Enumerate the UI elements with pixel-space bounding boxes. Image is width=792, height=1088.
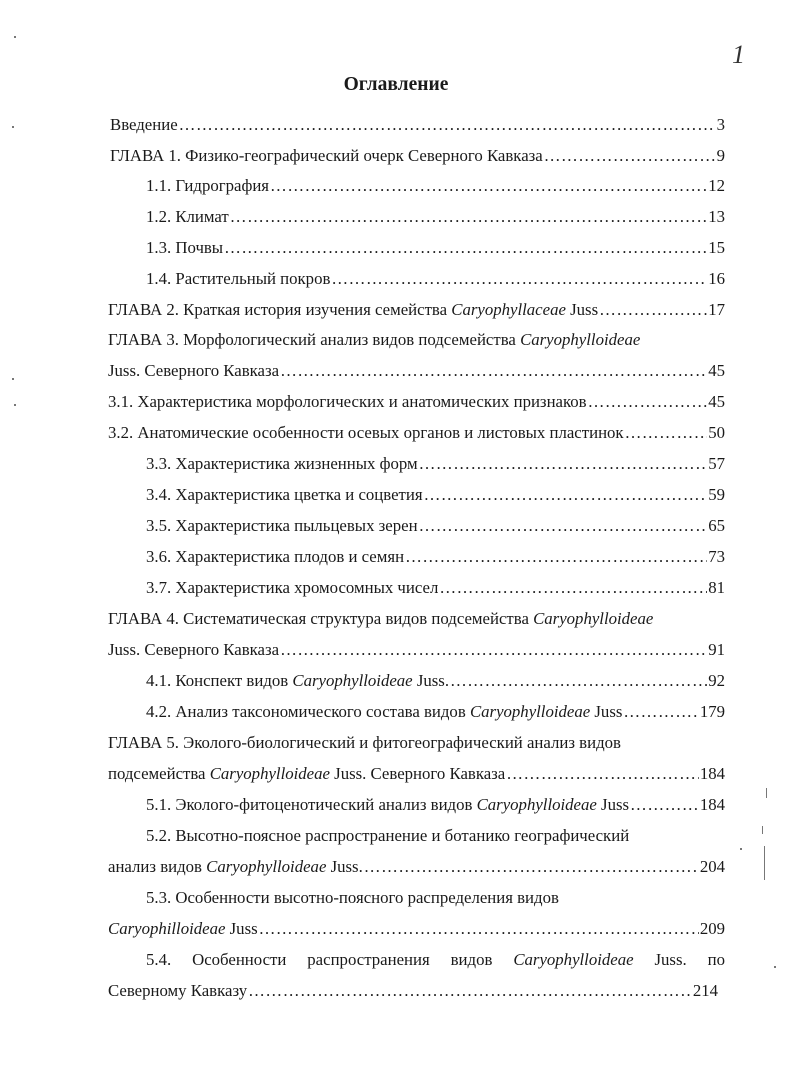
toc-entry-chapter-4-line-1: ГЛАВА 4. Систематическая структура видов подсемейства Caryophylloideae [108, 609, 654, 628]
toc-entry-chapter-3-line-1: ГЛАВА 3. Морфологический анализ видов подсемейства Caryophylloideae [108, 330, 641, 349]
toc-page: 81 [708, 578, 725, 597]
toc-page: 65 [708, 516, 725, 535]
toc-label: 1.1. Гидрография [146, 176, 270, 195]
leader-dots [623, 700, 698, 724]
toc-entry-3-5 [146, 514, 725, 538]
toc-label: 4.2. Анализ таксономического состава видов Caryophylloideae Juss [146, 702, 623, 721]
toc-entry-1-1 [146, 174, 725, 198]
toc-page: 15 [708, 238, 725, 257]
toc-entry-chapter-2 [108, 298, 725, 322]
leader-dots [419, 514, 708, 538]
toc-page: 214 [692, 981, 718, 1000]
toc-label: 3.5. Характеристика пыльцевых зерен [146, 516, 418, 535]
toc-page: 184 [699, 795, 725, 814]
toc-entry-4-2 [146, 700, 725, 724]
toc-label: Caryophilloideae Juss [108, 919, 258, 938]
scan-mark [762, 826, 763, 834]
toc-entry-5-1 [146, 793, 725, 817]
toc-label: ГЛАВА 2. Краткая история изучения семейства Caryophyllaceae Juss [108, 300, 599, 319]
leader-dots [331, 267, 707, 291]
toc-label: 3.3. Характеристика жизненных форм [146, 454, 418, 473]
leader-dots [270, 174, 707, 198]
toc-entry-1-4 [146, 267, 725, 291]
toc-entry-1-3 [146, 236, 725, 260]
leader-dots [179, 113, 716, 137]
page-number: 1 [732, 40, 745, 69]
toc-entry-1-2 [146, 205, 725, 229]
leader-dots [224, 236, 707, 260]
toc-page: 13 [708, 207, 725, 226]
toc-page: 3 [716, 115, 725, 134]
toc-entry-5-4-line-1: 5.4. Особенности распространения видов Caryophylloideae Juss. по [146, 950, 725, 969]
leader-dots [419, 452, 708, 476]
leader-dots [439, 576, 707, 600]
toc-page: 179 [699, 702, 725, 721]
leader-dots [506, 762, 699, 786]
toc-page: 17 [708, 300, 725, 319]
toc-entry-5-3-line-2 [108, 917, 725, 941]
toc-entry-chapter-5-line-2 [108, 762, 725, 786]
toc-entry-chapter-4-line-2 [108, 638, 725, 662]
toc-page: 12 [708, 176, 725, 195]
toc-page: 59 [708, 485, 725, 504]
toc-page: 204 [699, 857, 725, 876]
leader-dots [230, 205, 707, 229]
toc-entry-3-3 [146, 452, 725, 476]
toc-label: 1.3. Почвы [146, 238, 224, 257]
scan-speck [774, 966, 776, 968]
leader-dots [599, 298, 707, 322]
toc-page: 9 [716, 146, 725, 165]
leader-dots [364, 855, 699, 879]
scan-speck [14, 404, 16, 406]
leader-dots [625, 421, 708, 445]
leader-dots [450, 669, 707, 693]
toc-entry-chapter-1 [110, 144, 725, 168]
toc-entry-chapter-3-line-2 [108, 359, 725, 383]
toc-entry-5-4-line-2 [108, 979, 718, 1003]
scan-speck [740, 848, 742, 850]
toc-label: 3.1. Характеристика морфологических и анатомических признаков [108, 392, 587, 411]
toc-label: 1.2. Климат [146, 207, 229, 226]
toc-page: 184 [699, 764, 725, 783]
toc-entry-5-2-line-2 [108, 855, 725, 879]
toc-label: 5.1. Эколого-фитоценотический анализ видов Caryophylloideae Juss [146, 795, 630, 814]
toc-entry-3-6 [146, 545, 725, 569]
toc-label: 1.4. Растительный покров [146, 269, 331, 288]
toc-page: 57 [708, 454, 725, 473]
toc-label: ГЛАВА 1. Физико-географический очерк Северного Кавказа [110, 146, 543, 165]
toc-page: 209 [699, 919, 725, 938]
page-title: Оглавление [343, 74, 449, 95]
toc-page: 45 [708, 392, 725, 411]
leader-dots [259, 917, 699, 941]
leader-dots [405, 545, 707, 569]
toc-label: 3.2. Анатомические особенности осевых органов и листовых пластинок [108, 423, 624, 442]
scan-mark [766, 788, 767, 798]
leader-dots [424, 483, 708, 507]
toc-label: Juss. Северного Кавказа [108, 361, 280, 380]
toc-label: 3.6. Характеристика плодов и семян [146, 547, 405, 566]
leader-dots [248, 979, 692, 1003]
scan-speck [12, 126, 14, 128]
toc-entry-3-4 [146, 483, 725, 507]
toc-label: Северному Кавказу [108, 981, 248, 1000]
toc-label: анализ видов Caryophylloideae Juss. [108, 857, 363, 876]
scan-speck [14, 36, 16, 38]
toc-entry-5-2-line-1: 5.2. Высотно-поясное распространение и ботанико географический [146, 826, 630, 845]
leader-dots [280, 359, 707, 383]
scan-speck [12, 378, 14, 380]
toc-label: Juss. Северного Кавказа [108, 640, 280, 659]
toc-entry-3-2 [108, 421, 725, 445]
toc-page: 92 [708, 671, 725, 690]
toc-page: 16 [708, 269, 725, 288]
toc-entry-4-1 [146, 669, 725, 693]
leader-dots [280, 638, 707, 662]
leader-dots [588, 390, 708, 414]
toc-label: 3.7. Характеристика хромосомных чисел [146, 578, 439, 597]
toc-label: Введение [110, 115, 178, 134]
toc-entry-intro [110, 113, 725, 137]
toc-label: 4.1. Конспект видов Caryophylloideae Juss. [146, 671, 450, 690]
toc-entry-3-1 [108, 390, 725, 414]
leader-dots [544, 144, 716, 168]
toc-page: 50 [708, 423, 725, 442]
scan-mark [764, 846, 765, 880]
toc-page: 45 [708, 361, 725, 380]
toc-page: 91 [708, 640, 725, 659]
toc-entry-5-3-line-1: 5.3. Особенности высотно-поясного распределения видов [146, 888, 559, 907]
toc-entry-chapter-5-line-1: ГЛАВА 5. Эколого-биологический и фитогеографический анализ видов [108, 733, 621, 752]
leader-dots [630, 793, 699, 817]
toc-label: подсемейства Caryophylloideae Juss. Северного Кавказа [108, 764, 506, 783]
toc-entry-3-7 [146, 576, 725, 600]
toc-page: 73 [708, 547, 725, 566]
toc-label: 3.4. Характеристика цветка и соцветия [146, 485, 423, 504]
